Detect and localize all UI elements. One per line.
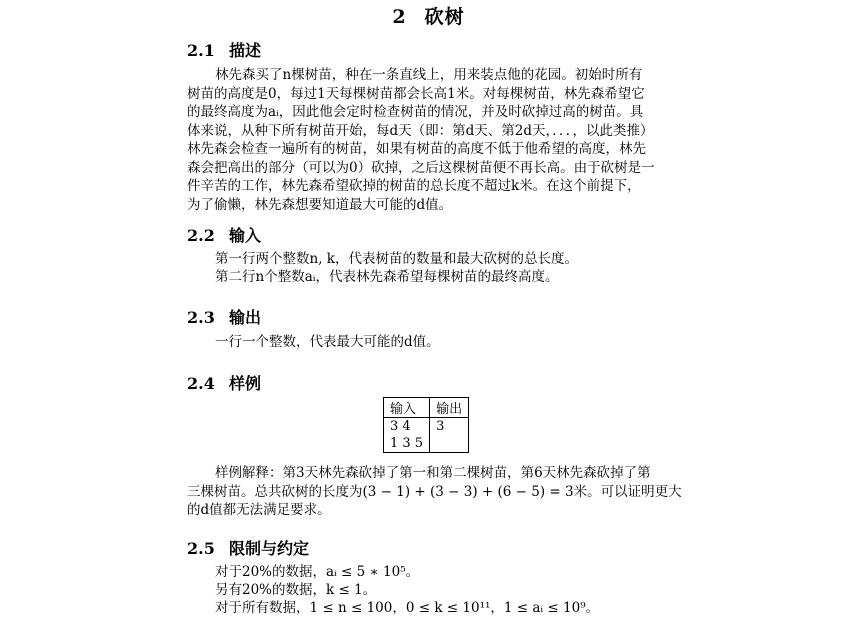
sample-output-row	[430, 435, 469, 453]
problem-number: 2	[392, 6, 407, 28]
description-paragraph	[187, 66, 673, 214]
desc-line: 林先森买了n棵树苗，种在一条直线上，用来装点他的花园。初始时所有	[215, 67, 643, 83]
section-heading-description: 2.1 描述	[187, 41, 262, 60]
sample-header-input: 输入	[384, 398, 430, 418]
problem-title	[0, 2, 857, 29]
section-heading-limits: 2.5 限制与约定	[187, 539, 310, 558]
limit-line: 对于20%的数据，aᵢ ≤ 5 ∗ 10⁵。	[215, 564, 420, 580]
limit-line: 对于所有数据，1 ≤ n ≤ 100，0 ≤ k ≤ 10¹¹，1 ≤ aᵢ ≤ 10⁹。	[215, 600, 600, 616]
explain-line: 的d值都无法满足要求。	[187, 502, 331, 518]
desc-line: 林先森会检查一遍所有的树苗，如果有树苗的高度不低于他希望的高度，林先	[187, 141, 646, 157]
desc-line: 的最终高度为aᵢ，因此他会定时检查树苗的情况，并及时砍掉过高的树苗。具	[187, 104, 644, 120]
desc-line: 森会把高出的部分（可以为0）砍掉，之后这棵树苗便不再长高。由于砍树是一	[187, 159, 655, 176]
sample-output-row: 3	[430, 418, 469, 436]
sample-input-row: 1 3 5	[384, 435, 430, 453]
problem-title-text: 砍树	[424, 6, 465, 28]
sample-table	[383, 397, 469, 453]
sample-header-output: 输出	[430, 398, 469, 418]
section-heading-sample: 2.4 样例	[187, 374, 262, 393]
desc-line: 体来说，从种下所有树苗开始，每d天（即：第d天、第2d天，．．．，以此类推）	[187, 122, 654, 139]
desc-line: 件辛苦的工作，林先森希望砍掉的树苗的总长度不超过k米。在这个前提下，	[187, 178, 641, 194]
explain-line: 样例解释：第3天林先森砍掉了第一和第二棵树苗，第6天林先森砍掉了第	[215, 465, 651, 481]
output-line: 一行一个整数，代表最大可能的d值。	[215, 334, 440, 350]
sample-explanation	[187, 464, 682, 520]
input-line: 第二行n个整数aᵢ，代表林先森希望每棵树苗的最终高度。	[215, 269, 559, 285]
input-line: 第一行两个整数n, k，代表树苗的数量和最大砍树的总长度。	[215, 251, 578, 267]
desc-line: 为了偷懒，林先森想要知道最大可能的d值。	[187, 196, 453, 213]
sample-input-row: 3 4	[384, 418, 430, 436]
desc-line: 树苗的高度是0，每过1天每棵树苗都会长高1米。对每棵树苗，林先森希望它	[187, 85, 645, 102]
explain-line: 三棵树苗。总共砍树的长度为(3 − 1) + (3 − 3) + (6 − 5) = 3米。可以证明更大	[187, 483, 682, 500]
limit-line: 另有20%的数据，k ≤ 1。	[215, 582, 377, 598]
section-heading-input: 2.2 输入	[187, 226, 262, 245]
section-heading-output: 2.3 输出	[187, 308, 262, 327]
